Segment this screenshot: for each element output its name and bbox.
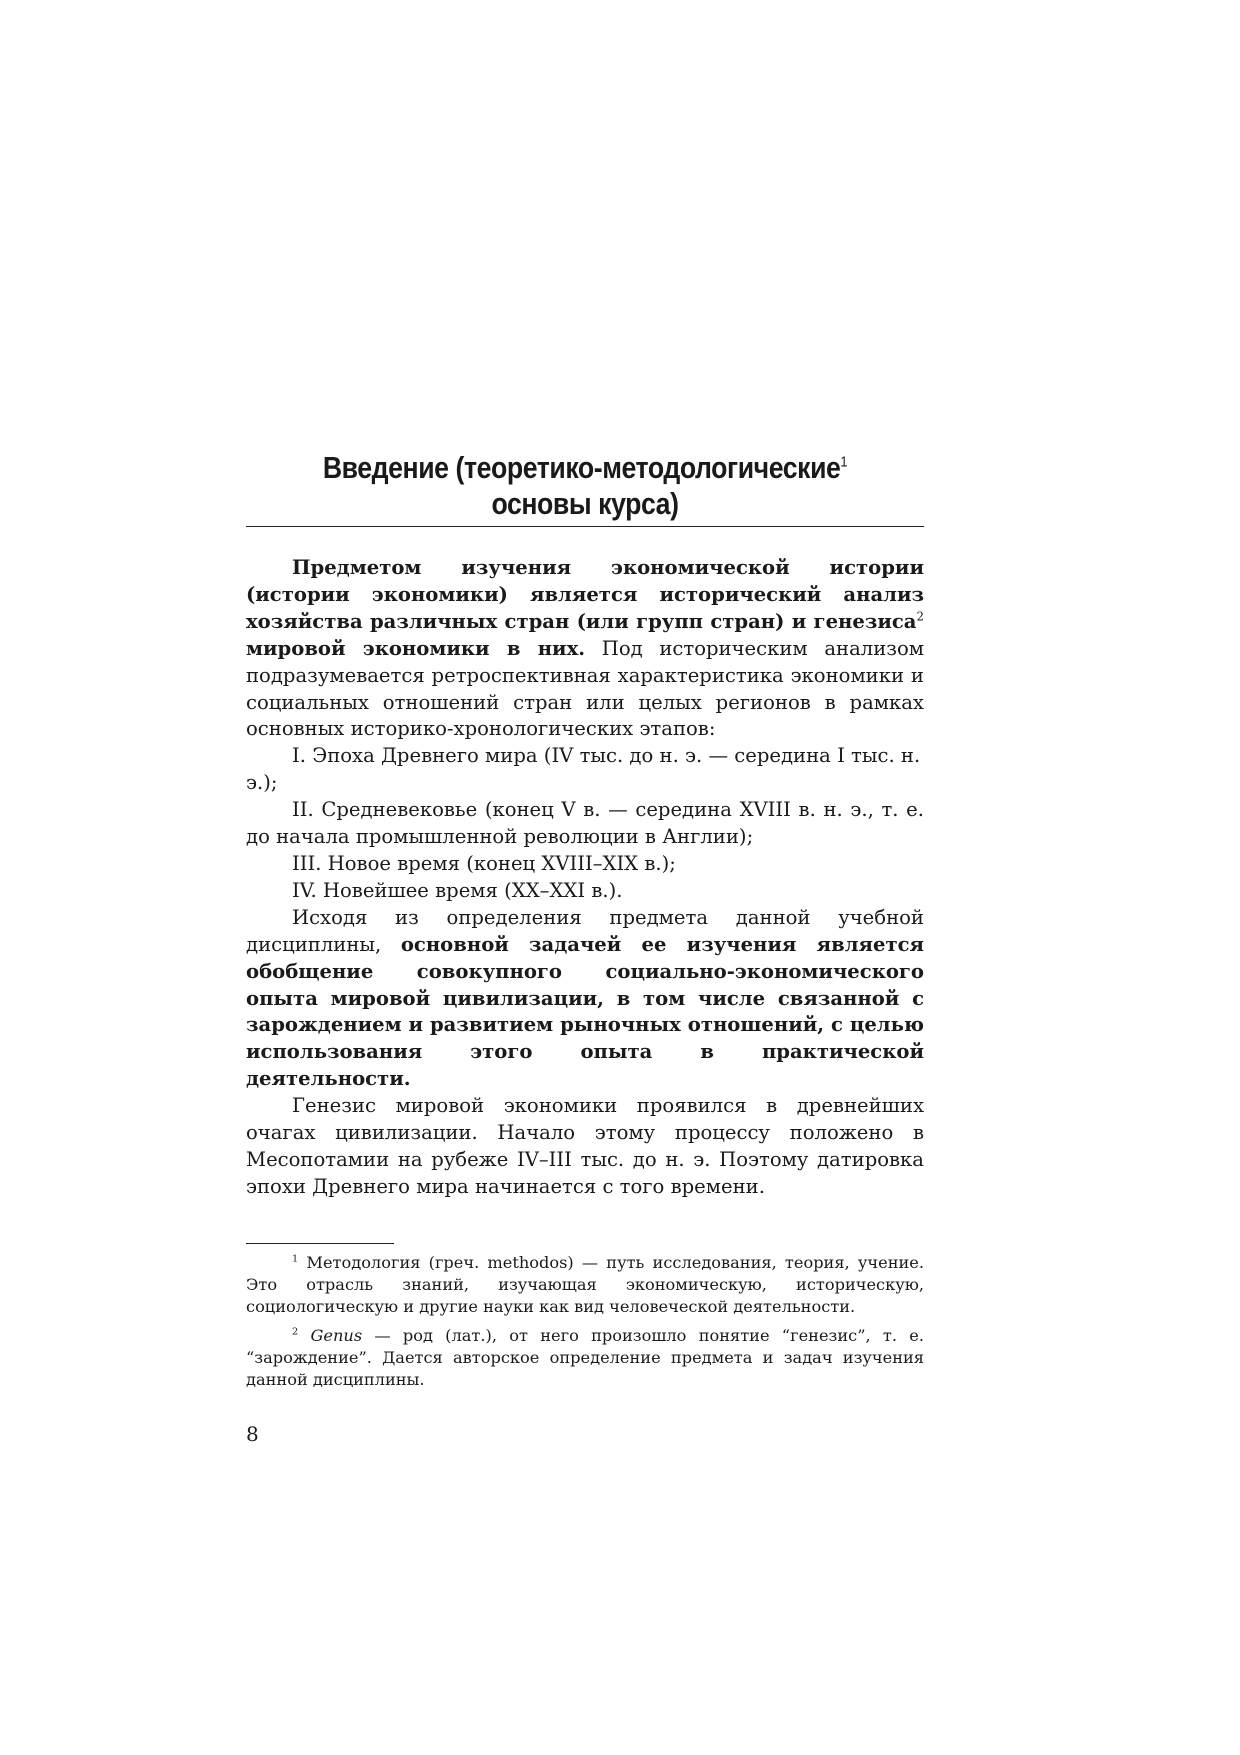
chapter-title [293, 450, 876, 522]
footnote-2-marker: 2 [292, 1326, 299, 1338]
chapter-title-line-1: Введение (теоретико-методологические [322, 450, 841, 485]
paragraph-task [246, 905, 924, 1093]
footnote-1 [246, 1252, 924, 1319]
book-page [246, 450, 924, 1446]
page-number: 8 [246, 1421, 259, 1446]
footnote-1-marker: 1 [292, 1253, 299, 1265]
chapter-title-line-2: основы курса) [491, 486, 679, 521]
era-item-ancient: I. Эпоха Древнего мира (IV тыс. до н. э. — середина I тыс. н. э.); [246, 744, 921, 795]
footnotes [246, 1252, 924, 1392]
footnote-1-text: Методология (греч. methodos) — путь исследования, теория, учение. Это отрасль знаний, изучающая экономическую, историческую, социологическую и другие науки как вид человеческой деятельности. [246, 1252, 924, 1317]
main-text [246, 555, 924, 1201]
title-rule [246, 526, 924, 527]
footnote-ref-1[interactable]: 1 [840, 453, 848, 471]
subject-definition: Предметом изучения экономической истории (истории экономики) является исторический анализ хозяйства различных стран (или групп стран) и генезиса [246, 556, 924, 633]
subject-explanation: Под историческим анализом подразумевается ретроспективная характеристика экономики и социальных отношений стран или целых регионов в рамках основных историко-хронологических этапов: [246, 636, 924, 741]
footnote-separator [246, 1243, 394, 1244]
footnote-ref-2[interactable]: 2 [916, 609, 924, 624]
task-definition: основной задачей ее изучения является обобщение совокупного социально-экономического опыта мировой цивилизации, в том числе связанной с зарождением и развитием рыночных отношений, с целью использования этого опыта в практической деятельности. [246, 932, 924, 1091]
footnote-2-term: Genus [298, 1325, 363, 1345]
paragraph-subject [246, 555, 924, 743]
era-item-modern: III. Новое время (конец XVIII–XIX в.); [292, 851, 676, 875]
footnote-2 [246, 1325, 924, 1392]
paragraph-genesis: Генезис мировой экономики проявился в древнейших очагах цивилизации. Начало этому процессу положено в Месопотамии на рубеже IV–III тыс. до н. э. Поэтому датировка эпохи Древнего мира начинается с того времени. [246, 1094, 924, 1198]
subject-definition-end: мировой экономики в них. [246, 636, 586, 660]
era-item-middle-ages: II. Средневековье (конец V в. — середина XVIII в. н. э., т. е. до начала промышленной революции в Англии); [246, 798, 924, 849]
era-item-contemporary: IV. Новейшее время (XX–XXI в.). [292, 878, 623, 902]
footnote-2-text: — род (лат.), от него произошло понятие “генезис”, т. е. “зарождение”. Дается авторское определение предмета и задач изучения данной дисциплины. [246, 1325, 924, 1390]
task-intro: Исходя из определения предмета данной учебной дисциплины, [246, 905, 924, 956]
